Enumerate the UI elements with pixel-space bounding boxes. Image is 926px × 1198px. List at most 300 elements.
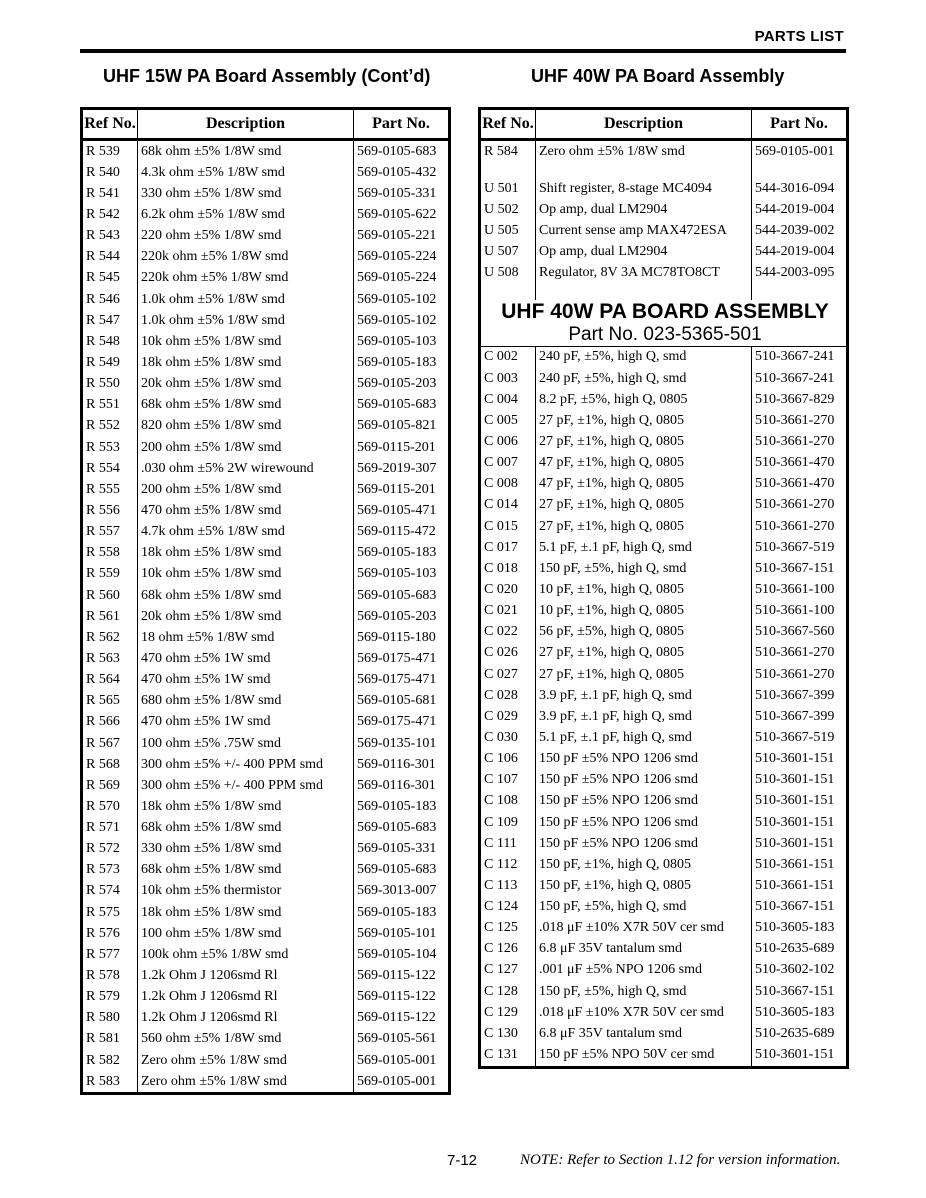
cell-ref: C 021 [480, 601, 536, 622]
cell-part-number: 510-3661-270 [755, 412, 835, 428]
cell-ref: C 130 [480, 1023, 536, 1044]
cell-part-number: 510-2635-689 [755, 1025, 835, 1041]
cell-description: 4.7k ohm ±5% 1/8W smd [138, 522, 354, 543]
cell-part-number: 544-3016-094 [755, 180, 835, 196]
cell-part-number: 569-3013-007 [357, 883, 437, 899]
cell-description: 150 pF, ±5%, high Q, smd [536, 897, 752, 918]
cell-part-number: 569-0105-203 [357, 608, 437, 624]
cell-ref: R 558 [82, 543, 138, 564]
table-row [480, 558, 848, 579]
table-row [82, 289, 450, 310]
table-row [480, 242, 848, 263]
cell-ref: R 540 [82, 162, 138, 183]
column-header-description: Description [536, 109, 752, 140]
cell-ref: C 007 [480, 453, 536, 474]
cell-ref: R 545 [82, 268, 138, 289]
cell-part-number: 510-3601-151 [755, 772, 835, 788]
cell-part-number: 569-0105-203 [357, 376, 437, 392]
left-section-title: UHF 15W PA Board Assembly (Cont’d) [103, 66, 431, 86]
table-row [82, 627, 450, 648]
cell-ref: C 027 [480, 664, 536, 685]
table-row [480, 897, 848, 918]
left-parts-table [80, 107, 451, 1095]
cell-description: 1.0k ohm ±5% 1/8W smd [138, 310, 354, 331]
table-header-row [82, 109, 450, 140]
cell-description: 68k ohm ±5% 1/8W smd [138, 395, 354, 416]
cell-part-number: 569-0175-471 [357, 650, 437, 666]
cell-ref: C 022 [480, 622, 536, 643]
cell-description: 27 pF, ±1%, high Q, 0805 [536, 495, 752, 516]
table-row [82, 247, 450, 268]
cell-part-number: 569-0105-681 [357, 693, 437, 709]
cell-ref: C 005 [480, 410, 536, 431]
cell-ref: R 544 [82, 247, 138, 268]
cell-ref: C 131 [480, 1044, 536, 1067]
table-row [82, 923, 450, 944]
table-row [480, 220, 848, 241]
cell-description: 18k ohm ±5% 1/8W smd [138, 352, 354, 373]
cell-description: 4.3k ohm ±5% 1/8W smd [138, 162, 354, 183]
cell-part-number: 510-3605-183 [755, 1004, 835, 1020]
cell-ref: R 577 [82, 944, 138, 965]
cell-description: 56 pF, ±5%, high Q, 0805 [536, 622, 752, 643]
cell-part-number: 510-3667-151 [755, 560, 835, 576]
cell-part-number: 569-0105-331 [357, 841, 437, 857]
cell-description: 6.8 μF 35V tantalum smd [536, 939, 752, 960]
cell-ref: R 551 [82, 395, 138, 416]
cell-description: 820 ohm ±5% 1/8W smd [138, 416, 354, 437]
table-row [480, 601, 848, 622]
cell-ref: R 541 [82, 183, 138, 204]
cell-ref: C 124 [480, 897, 536, 918]
cell-ref: R 566 [82, 712, 138, 733]
cell-description: 18k ohm ±5% 1/8W smd [138, 543, 354, 564]
table-row [480, 685, 848, 706]
cell-ref: R 573 [82, 860, 138, 881]
cell-description: .030 ohm ±5% 2W wirewound [138, 458, 354, 479]
table-row [82, 564, 450, 585]
cell-description: 1.2k Ohm J 1206smd Rl [138, 987, 354, 1008]
table-row [480, 1023, 848, 1044]
table-row [82, 733, 450, 754]
table-row [82, 648, 450, 669]
cell-description: 300 ohm ±5% +/- 400 PPM smd [138, 775, 354, 796]
cell-description: 68k ohm ±5% 1/8W smd [138, 818, 354, 839]
cell-description: Regulator, 8V 3A MC78TO8CT [536, 263, 752, 284]
column-header-part: Part No. [752, 109, 848, 140]
table-row [82, 437, 450, 458]
cell-description: 10k ohm ±5% 1/8W smd [138, 564, 354, 585]
cell-part-number: 569-0115-122 [357, 989, 436, 1005]
cell-ref: C 017 [480, 537, 536, 558]
cell-ref: U 502 [480, 199, 536, 220]
cell-description: .018 μF ±10% X7R 50V cer smd [536, 918, 752, 939]
cell-description: Current sense amp MAX472ESA [536, 220, 752, 241]
cell-part-number: 510-2635-689 [755, 941, 835, 957]
cell-ref: R 570 [82, 796, 138, 817]
table-row [82, 712, 450, 733]
cell-part-number: 569-0115-122 [357, 968, 436, 984]
cell-ref: R 582 [82, 1050, 138, 1071]
table-row [82, 965, 450, 986]
column-header-description: Description [138, 109, 354, 140]
table-row [82, 754, 450, 775]
cell-part-number: 510-3667-241 [755, 349, 835, 365]
right-parts-table [478, 107, 849, 1069]
table-row [480, 622, 848, 643]
cell-description: 150 pF, ±5%, high Q, smd [536, 981, 752, 1002]
cell-ref: C 020 [480, 579, 536, 600]
cell-description [536, 162, 752, 178]
cell-ref: C 030 [480, 727, 536, 748]
cell-part-number: 510-3661-270 [755, 645, 835, 661]
cell-part-number: 569-0105-221 [357, 228, 437, 244]
cell-ref: R 562 [82, 627, 138, 648]
column-header-part: Part No. [354, 109, 450, 140]
cell-ref: U 501 [480, 178, 536, 199]
cell-description: 27 pF, ±1%, high Q, 0805 [536, 431, 752, 452]
table-row [82, 987, 450, 1008]
cell-description: 18k ohm ±5% 1/8W smd [138, 902, 354, 923]
cell-part-number: 569-0105-183 [357, 798, 437, 814]
cell-description: 220k ohm ±5% 1/8W smd [138, 268, 354, 289]
cell-description: 1.2k Ohm J 1206smd Rl [138, 1008, 354, 1029]
cell-description: 68k ohm ±5% 1/8W smd [138, 585, 354, 606]
cell-description: 150 pF, ±5%, high Q, smd [536, 558, 752, 579]
table-row [480, 1002, 848, 1023]
cell-description: 3.9 pF, ±.1 pF, high Q, smd [536, 685, 752, 706]
table-row [480, 727, 848, 748]
table-row [82, 1071, 450, 1094]
cell-ref: U 505 [480, 220, 536, 241]
cell-ref: R 561 [82, 606, 138, 627]
cell-part-number: 569-0105-622 [357, 206, 437, 222]
cell-description: Op amp, dual LM2904 [536, 199, 752, 220]
cell-part-number: 569-0105-683 [357, 587, 437, 603]
cell-ref: R 575 [82, 902, 138, 923]
cell-part-number: 569-0105-683 [357, 143, 437, 159]
cell-part-number: 510-3605-183 [755, 920, 835, 936]
cell-description: 100 ohm ±5% .75W smd [138, 733, 354, 754]
table-row [82, 839, 450, 860]
cell-part-number: 569-0105-183 [357, 904, 437, 920]
cell-ref: R 549 [82, 352, 138, 373]
cell-description: 68k ohm ±5% 1/8W smd [138, 140, 354, 163]
cell-description: 27 pF, ±1%, high Q, 0805 [536, 516, 752, 537]
table-row [480, 939, 848, 960]
cell-part-number: 544-2003-095 [755, 265, 835, 281]
cell-part-number: 510-3601-151 [755, 835, 835, 851]
cell-part-number: 510-3661-100 [755, 603, 835, 619]
cell-ref: R 572 [82, 839, 138, 860]
cell-ref: U 507 [480, 242, 536, 263]
cell-part-number: 510-3667-519 [755, 729, 835, 745]
cell-ref: C 109 [480, 812, 536, 833]
cell-part-number: 510-3661-470 [755, 455, 835, 471]
table-row [480, 918, 848, 939]
cell-part-number: 569-0105-101 [357, 925, 437, 941]
cell-description: 150 pF ±5% NPO 1206 smd [536, 770, 752, 791]
cell-part-number: 569-0105-683 [357, 862, 437, 878]
table-row [480, 664, 848, 685]
cell-part-number: 569-0105-102 [357, 291, 437, 307]
cell-description: 5.1 pF, ±.1 pF, high Q, smd [536, 727, 752, 748]
table-row [82, 775, 450, 796]
cell-ref: C 003 [480, 368, 536, 389]
cell-part-number: 569-0105-104 [357, 946, 437, 962]
cell-part-number: 569-0105-331 [357, 185, 437, 201]
table-row [480, 706, 848, 727]
table-row [82, 1029, 450, 1050]
table-row [82, 1008, 450, 1029]
cell-ref: R 581 [82, 1029, 138, 1050]
cell-ref: C 029 [480, 706, 536, 727]
cell-ref: R 565 [82, 691, 138, 712]
table-row [82, 860, 450, 881]
cell-ref: R 569 [82, 775, 138, 796]
cell-ref: C 125 [480, 918, 536, 939]
cell-description: 200 ohm ±5% 1/8W smd [138, 479, 354, 500]
cell-description: 47 pF, ±1%, high Q, 0805 [536, 453, 752, 474]
cell-part-number: 569-0105-821 [357, 418, 437, 434]
cell-part-number: 569-0135-101 [357, 735, 437, 751]
cell-part-number: 569-2019-307 [357, 460, 437, 476]
cell-description: 150 pF ±5% NPO 1206 smd [536, 791, 752, 812]
page-header-title: PARTS LIST [754, 28, 844, 45]
cell-description: 240 pF, ±5%, high Q, smd [536, 368, 752, 389]
cell-description: 20k ohm ±5% 1/8W smd [138, 374, 354, 395]
cell-ref: C 128 [480, 981, 536, 1002]
table-row [480, 140, 848, 163]
cell-ref [480, 162, 536, 178]
cell-part-number: 569-0105-561 [357, 1031, 437, 1047]
table-row [82, 268, 450, 289]
cell-description: 560 ohm ±5% 1/8W smd [138, 1029, 354, 1050]
table-row [82, 543, 450, 564]
cell-ref: R 557 [82, 522, 138, 543]
cell-description: 150 pF ±5% NPO 50V cer smd [536, 1044, 752, 1067]
cell-part-number: 544-2019-004 [755, 201, 835, 217]
cell-part-number: 569-0105-432 [357, 164, 437, 180]
table-row [480, 368, 848, 389]
table-row [82, 500, 450, 521]
table-row [82, 140, 450, 163]
cell-ref: C 107 [480, 770, 536, 791]
cell-description: 150 pF ±5% NPO 1206 smd [536, 749, 752, 770]
table-row [82, 374, 450, 395]
cell-part-number: 569-0105-001 [755, 143, 835, 159]
cell-ref: R 576 [82, 923, 138, 944]
cell-description: 1.2k Ohm J 1206smd Rl [138, 965, 354, 986]
cell-description: 1.0k ohm ±5% 1/8W smd [138, 289, 354, 310]
cell-ref: R 556 [82, 500, 138, 521]
cell-description: 27 pF, ±1%, high Q, 0805 [536, 410, 752, 431]
table-row [82, 944, 450, 965]
cell-ref: C 014 [480, 495, 536, 516]
cell-ref: R 554 [82, 458, 138, 479]
cell-ref: C 106 [480, 749, 536, 770]
cell-part-number: 510-3661-270 [755, 518, 835, 534]
cell-description: 470 ohm ±5% 1/8W smd [138, 500, 354, 521]
cell-ref: R 578 [82, 965, 138, 986]
table-row [480, 537, 848, 558]
cell-part-number: 510-3601-151 [755, 793, 835, 809]
table-row [480, 875, 848, 896]
cell-ref: R 584 [480, 140, 536, 163]
table-row [480, 749, 848, 770]
table-row [82, 670, 450, 691]
table-row [480, 453, 848, 474]
cell-part-number: 510-3661-270 [755, 433, 835, 449]
cell-ref: R 546 [82, 289, 138, 310]
table-row [82, 522, 450, 543]
cell-ref: R 560 [82, 585, 138, 606]
cell-part-number: 510-3667-241 [755, 370, 835, 386]
cell-ref: R 539 [82, 140, 138, 163]
cell-part-number [752, 162, 848, 178]
cell-part-number: 569-0105-471 [357, 502, 437, 518]
table-row [480, 643, 848, 664]
cell-ref: C 002 [480, 346, 536, 368]
cell-description: 330 ohm ±5% 1/8W smd [138, 183, 354, 204]
cell-ref: C 004 [480, 389, 536, 410]
cell-part-number: 569-0105-683 [357, 820, 437, 836]
cell-description: 100 ohm ±5% 1/8W smd [138, 923, 354, 944]
cell-part-number: 569-0105-224 [357, 249, 437, 265]
cell-description: Zero ohm ±5% 1/8W smd [138, 1050, 354, 1071]
table-row [82, 226, 450, 247]
table-row [480, 579, 848, 600]
cell-description: 27 pF, ±1%, high Q, 0805 [536, 664, 752, 685]
cell-description: 100k ohm ±5% 1/8W smd [138, 944, 354, 965]
table-row [480, 199, 848, 220]
cell-description: 20k ohm ±5% 1/8W smd [138, 606, 354, 627]
table-row [480, 263, 848, 284]
table-row [82, 585, 450, 606]
cell-part-number: 569-0105-103 [357, 333, 437, 349]
cell-description: 150 pF ±5% NPO 1206 smd [536, 833, 752, 854]
table-row [480, 495, 848, 516]
table-row [480, 791, 848, 812]
cell-description: 8.2 pF, ±5%, high Q, 0805 [536, 389, 752, 410]
table-row [480, 284, 848, 300]
cell-description: 240 pF, ±5%, high Q, smd [536, 346, 752, 368]
cell-ref: C 112 [480, 854, 536, 875]
cell-description [536, 284, 752, 300]
cell-description: 200 ohm ±5% 1/8W smd [138, 437, 354, 458]
cell-part-number: 569-0175-471 [357, 714, 437, 730]
right-section-title: UHF 40W PA Board Assembly [531, 66, 785, 86]
cell-ref: C 127 [480, 960, 536, 981]
cell-description: 10 pF, ±1%, high Q, 0805 [536, 579, 752, 600]
table-row [82, 183, 450, 204]
cell-ref: R 550 [82, 374, 138, 395]
cell-part-number: 510-3601-151 [755, 751, 835, 767]
cell-part-number: 569-0115-180 [357, 629, 436, 645]
cell-part-number: 510-3602-102 [755, 962, 835, 978]
cell-part-number: 510-3661-470 [755, 476, 835, 492]
cell-ref: C 015 [480, 516, 536, 537]
cell-part-number: 510-3667-519 [755, 539, 835, 555]
cell-description: 5.1 pF, ±.1 pF, high Q, smd [536, 537, 752, 558]
cell-part-number: 510-3667-560 [755, 624, 835, 640]
cell-ref: R 559 [82, 564, 138, 585]
cell-part-number: 569-0115-201 [357, 481, 436, 497]
table-row [82, 818, 450, 839]
cell-part-number: 569-0105-183 [357, 545, 437, 561]
cell-description: 470 ohm ±5% 1W smd [138, 712, 354, 733]
cell-ref: C 028 [480, 685, 536, 706]
table-row [480, 389, 848, 410]
cell-description: 150 pF, ±1%, high Q, 0805 [536, 854, 752, 875]
cell-description: 68k ohm ±5% 1/8W smd [138, 860, 354, 881]
cell-ref: R 571 [82, 818, 138, 839]
cell-description: 220k ohm ±5% 1/8W smd [138, 247, 354, 268]
cell-ref: C 026 [480, 643, 536, 664]
table-row [82, 162, 450, 183]
cell-part-number: 569-0105-224 [357, 270, 437, 286]
table-row [480, 854, 848, 875]
assembly-heading-cell [480, 300, 848, 347]
cell-part-number: 510-3667-399 [755, 708, 835, 724]
cell-part-number: 510-3661-100 [755, 581, 835, 597]
cell-part-number: 510-3601-151 [755, 1047, 835, 1063]
cell-part-number: 510-3667-829 [755, 391, 835, 407]
cell-ref: C 113 [480, 875, 536, 896]
cell-description: 300 ohm ±5% +/- 400 PPM smd [138, 754, 354, 775]
cell-ref: R 547 [82, 310, 138, 331]
table-header-row [480, 109, 848, 140]
cell-ref: R 542 [82, 204, 138, 225]
assembly-heading: UHF 40W PA BOARD ASSEMBLY [501, 299, 829, 323]
table-row [82, 1050, 450, 1071]
table-row [82, 479, 450, 500]
table-row [82, 395, 450, 416]
cell-description: 470 ohm ±5% 1W smd [138, 670, 354, 691]
table-row [82, 902, 450, 923]
cell-ref: U 508 [480, 263, 536, 284]
cell-part-number: 569-0105-102 [357, 312, 437, 328]
header-rule [80, 49, 846, 53]
cell-ref: R 552 [82, 416, 138, 437]
table-row [82, 331, 450, 352]
cell-description: 18k ohm ±5% 1/8W smd [138, 796, 354, 817]
cell-ref: C 008 [480, 474, 536, 495]
cell-ref [480, 284, 536, 300]
cell-ref: C 111 [480, 833, 536, 854]
cell-description: Zero ohm ±5% 1/8W smd [138, 1071, 354, 1094]
table-row [82, 881, 450, 902]
cell-description: 470 ohm ±5% 1W smd [138, 648, 354, 669]
cell-description: Zero ohm ±5% 1/8W smd [536, 140, 752, 163]
cell-description: 150 pF ±5% NPO 1206 smd [536, 812, 752, 833]
cell-part-number: 569-0105-103 [357, 566, 437, 582]
cell-part-number: 544-2039-002 [755, 222, 835, 238]
cell-part-number [752, 284, 848, 300]
cell-part-number: 510-3661-270 [755, 497, 835, 513]
table-row [82, 606, 450, 627]
cell-ref: C 018 [480, 558, 536, 579]
cell-description: 10k ohm ±5% thermistor [138, 881, 354, 902]
cell-ref: C 006 [480, 431, 536, 452]
assembly-heading-row [480, 300, 848, 347]
cell-part-number: 544-2019-004 [755, 244, 835, 260]
cell-description: Op amp, dual LM2904 [536, 242, 752, 263]
table-row [480, 833, 848, 854]
table-row [480, 1044, 848, 1067]
table-row [480, 981, 848, 1002]
table-row [480, 178, 848, 199]
